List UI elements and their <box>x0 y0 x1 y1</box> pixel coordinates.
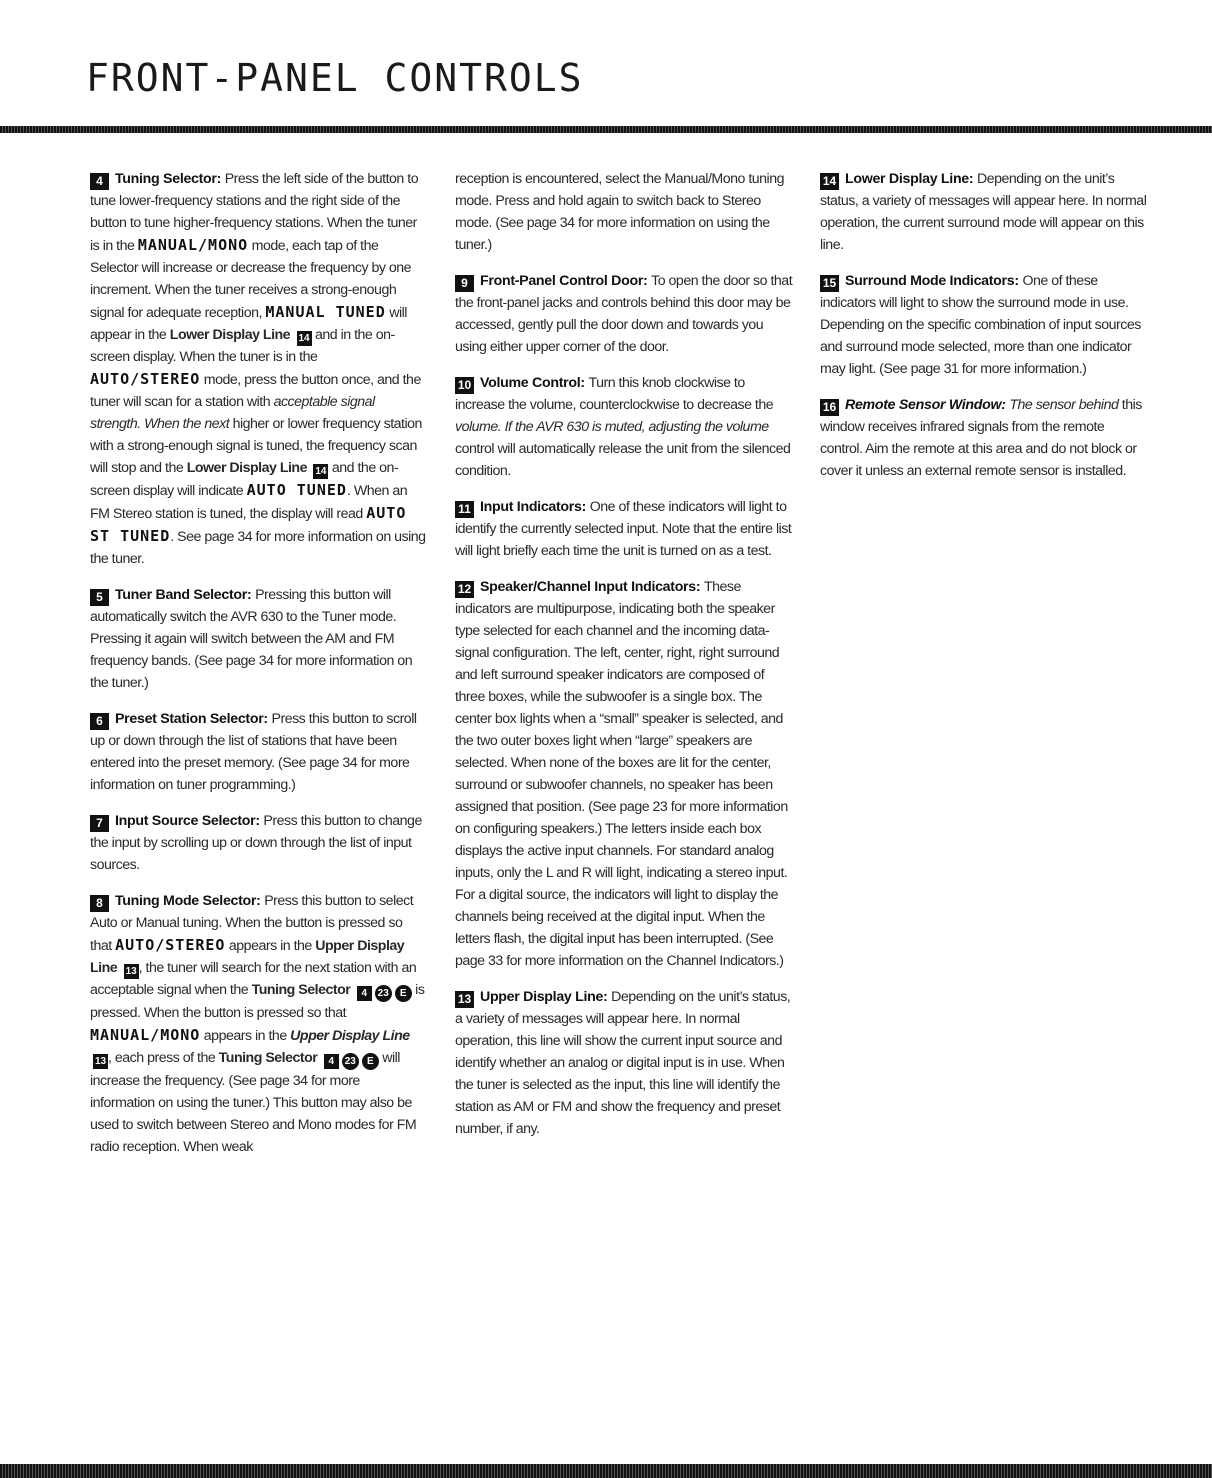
entry-front-panel-control-door <box>455 270 795 358</box>
item-number-badge: 9 <box>455 275 474 292</box>
item-number-badge: 15 <box>820 275 839 292</box>
item-body: The sensor behind this window receives infrared signals from the remote control. Aim the remote at this area and do not block or cover it unless an external remote sensor is installed. <box>820 397 1142 479</box>
entry-volume-control <box>455 372 795 482</box>
item-body: Press this button to change the input by scrolling up or down through the list of input sources. <box>90 813 422 873</box>
entry-tuner-band-selector <box>90 584 426 694</box>
item-title: Remote Sensor Window: <box>845 397 1010 413</box>
item-body: Depending on the unit’s status, a variety of messages will appear here. In normal operation, this line will show the current input source and identify whether an analog or digital input is in use. When the tuner is selected as the input, this line will identify the station as AM or FM and show the frequency and preset number, if any. <box>455 989 791 1137</box>
item-body: These indicators are multipurpose, indicating both the speaker type selected for each channel and the incoming data-signal configuration. The left, center, right, right surround and left surround speaker indicators are composed of three boxes, while the subwoofer is a single box. The center box lights when a “small” speaker is selected, and the two outer boxes light when “large” speakers are selected. When none of the boxes are lit for the center, surround or subwoofer channels, no speaker has been assigned that position. (See page 23 for more information on configuring speakers.) The letters inside each box displays the active input channels. For standard analog inputs, only the L and R will light, indicating a stereo input. For a digital source, the indicators will light to display the channels being received at the digital input. When the letters flash, the digital input has been interrupted. (See page 33 for more information on the Channel Indicators.) <box>455 579 788 969</box>
item-body: Turn this knob clockwise to increase the volume, counterclockwise to decrease the volume. If the AVR 630 is muted, adjusting the volume control will automatically release the unit from the silenced condition. <box>455 375 791 479</box>
item-number-badge: 16 <box>820 399 839 416</box>
header-rule <box>0 126 1212 133</box>
entry-input-indicators <box>455 496 795 562</box>
item-body: Depending on the unit’s status, a variety of messages will appear here. In normal operation, the current surround mode will appear on this line. <box>820 171 1147 253</box>
entry-surround-mode-indicators <box>820 270 1150 380</box>
item-title: Tuner Band Selector: <box>115 587 256 603</box>
item-number-badge: 4 <box>90 173 109 190</box>
item-number-badge: 7 <box>90 815 109 832</box>
item-title: Surround Mode Indicators: <box>845 273 1023 289</box>
entry-remote-sensor-window <box>820 394 1150 482</box>
entry-tuning-mode-selector <box>90 890 426 1158</box>
page-title: FRONT-PANEL CONTROLS <box>86 56 584 100</box>
entry-lower-display-line <box>820 168 1150 256</box>
item-number-badge: 14 <box>820 173 839 190</box>
item-title: Tuning Mode Selector: <box>115 893 265 909</box>
item-title: Speaker/Channel Input Indicators: <box>480 579 704 595</box>
item-title: Volume Control: <box>480 375 589 391</box>
item-body: To open the door so that the front-panel jacks and controls behind this door may be accessed, gently pull the door down and towards you using either upper corner of the door. <box>455 273 793 355</box>
item-title: Lower Display Line: <box>845 171 977 187</box>
item-body: Press the left side of the button to tune lower-frequency stations and the right side of the button to tune higher-frequency stations. When the tuner is in the MANUAL/MONO mode, each tap of the Selector will increase or decrease the frequency by one increment. When the tuner receives a strong-enough signal for adequate reception, MANUAL TUNED will appear in the Lower Display Line 14 and in the on-screen display. When the tuner is in the AUTO/STEREO mode, press the button once, and the tuner will scan for a station with acceptable signal strength. When the next higher or lower frequency station with a strong-enough signal is tuned, the frequency scan will stop and the Lower Display Line 14 and the on-screen display will indicate AUTO TUNED. When an FM Stereo station is tuned, the display will read AUTO ST TUNED. See page 34 for more information on using the tuner. <box>90 171 426 567</box>
column-1 <box>90 168 426 1172</box>
item-title: Input Indicators: <box>480 499 590 515</box>
entry-speaker-channel-input-indicators <box>455 576 795 972</box>
item-title: Tuning Selector: <box>115 171 225 187</box>
item-body: One of these indicators will light to show the surround mode in use. Depending on the specific combination of input sources and surround mode selected, more than one indicator may light. (See page 31 for more information.) <box>820 273 1141 377</box>
item-body: Press this button to select Auto or Manual tuning. When the button is pressed so that AUTO/STEREO appears in the Upper Display Line 13 , the tuner will search for the next station with an acceptable signal when the Tuning Selector 4 23 E is pressed. When the button is pressed so that MANUAL/MONO appears in the Upper Display Line 13 , each press of the Tuning Selector 4 23 E will increase the frequency. (See page 34 for more information on using the tuner.) This button may also be used to switch between Stereo and Mono modes for FM radio reception. When weak <box>90 893 425 1155</box>
item-body: One of these indicators will light to identify the currently selected input. Note that the entire list will light briefly each time the unit is turned on as a test. <box>455 499 792 559</box>
column-2 <box>455 168 795 1154</box>
entry-tuning-mode-selector-cont: reception is encountered, select the Manual/Mono tuning mode. Press and hold again to switch back to Stereo mode. (See page 34 for more information on using the tuner.) <box>455 171 784 253</box>
item-body: Press this button to scroll up or down through the list of stations that have been entered into the preset memory. (See page 34 for more information on tuner programming.) <box>90 711 417 793</box>
item-number-badge: 6 <box>90 713 109 730</box>
column-3 <box>820 168 1150 496</box>
item-number-badge: 5 <box>90 589 109 606</box>
item-number-badge: 10 <box>455 377 474 394</box>
item-body: Pressing this button will automatically switch the AVR 630 to the Tuner mode. Pressing it again will switch between the AM and FM frequency bands. (See page 34 for more information on the tuner.) <box>90 587 413 691</box>
item-title: Upper Display Line: <box>480 989 612 1005</box>
item-title: Preset Station Selector: <box>115 711 272 727</box>
footer-rule <box>0 1464 1212 1478</box>
entry-tuning-selector <box>90 168 426 570</box>
entry-preset-station-selector <box>90 708 426 796</box>
item-title: Input Source Selector: <box>115 813 264 829</box>
item-number-badge: 13 <box>455 991 474 1008</box>
entry-upper-display-line <box>455 986 795 1140</box>
item-title: Front-Panel Control Door: <box>480 273 652 289</box>
entry-input-source-selector <box>90 810 426 876</box>
item-number-badge: 8 <box>90 895 109 912</box>
item-number-badge: 11 <box>455 501 474 518</box>
item-number-badge: 12 <box>455 581 474 598</box>
